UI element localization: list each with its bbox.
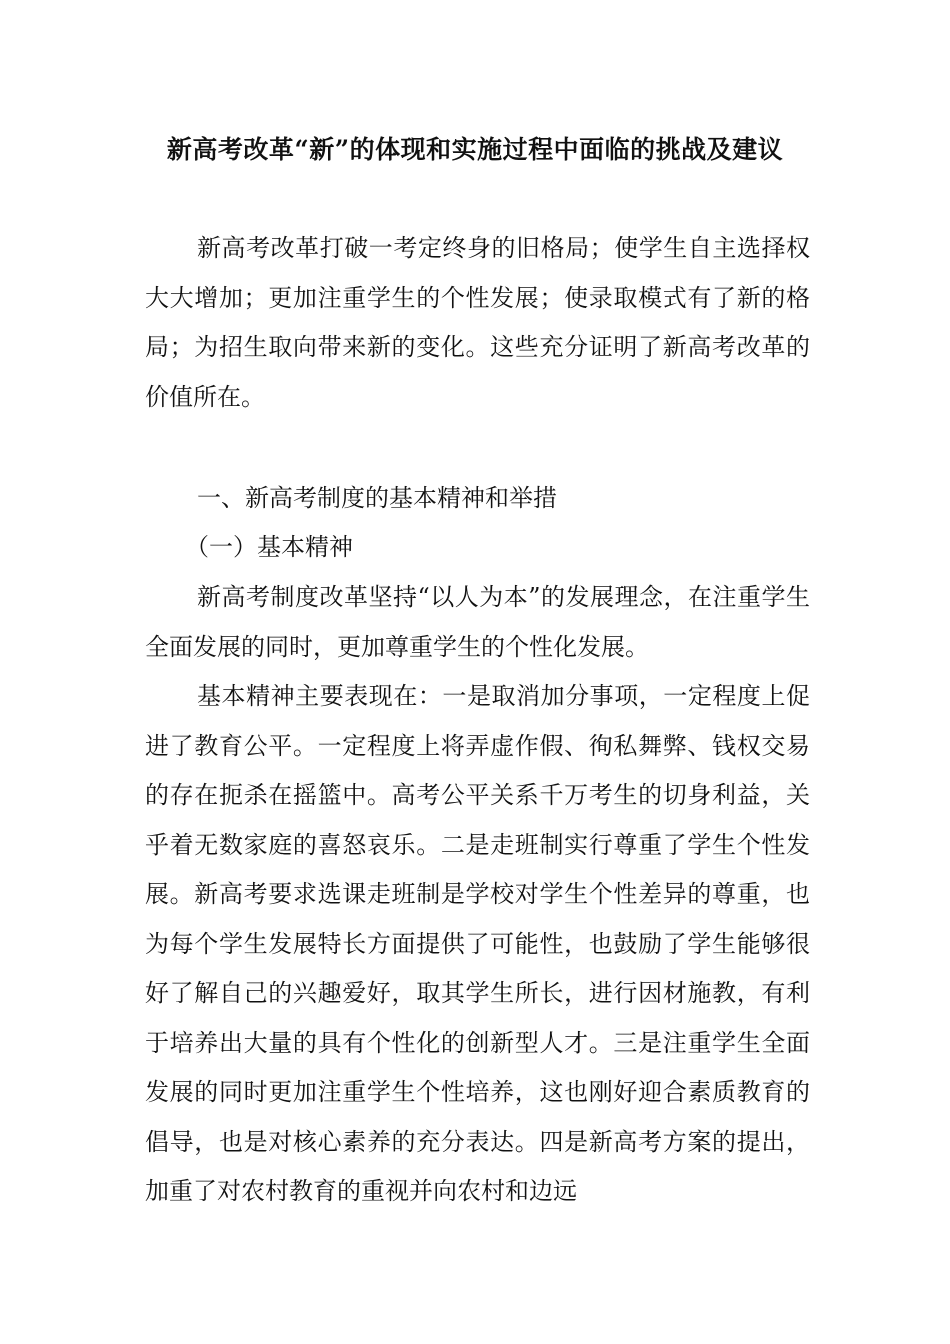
document-title: 新高考改革“新”的体现和实施过程中面临的挑战及建议 xyxy=(166,135,784,164)
intro-paragraph: 新高考改革打破一考定终身的旧格局；使学生自主选择权大大增加；更加注重学生的个性发展；使录取模式有了新的格局；为招生取向带来新的变化。这些充分证明了新高考改革的价值所在。 xyxy=(145,234,810,411)
body-paragraph: 新高考制度改革坚持“以人为本”的发展理念，在注重学生全面发展的同时，更加尊重学生的个性化发展。 xyxy=(145,583,810,661)
subsection-heading: （一）基本精神 xyxy=(185,533,353,561)
body-paragraph: 基本精神主要表现在：一是取消加分事项，一定程度上促进了教育公平。一定程度上将弄虚作假、徇私舞弊、钱权交易的存在扼杀在摇篮中。高考公平关系千万考生的切身利益，关乎着无数家庭的喜怒哀乐。二是走班制实行尊重了学生个性发展。新高考要求选课走班制是学校对学生个性差异的尊重，也为每个学生发展特长方面提供了可能性，也鼓励了学生能够很好了解自己的兴趣爱好，取其学生所长，进行因材施教，有利于培养出大量的具有个性化的创新型人才。三是注重学生全面发展的同时更加注重学生个性培养，这也刚好迎合素质教育的倡导，也是对核心素养的充分表达。四是新高考方案的提出，加重了对农村教育的重视并向农村和边远 xyxy=(145,682,810,1205)
section-heading: 一、新高考制度的基本精神和举措 xyxy=(197,484,557,512)
